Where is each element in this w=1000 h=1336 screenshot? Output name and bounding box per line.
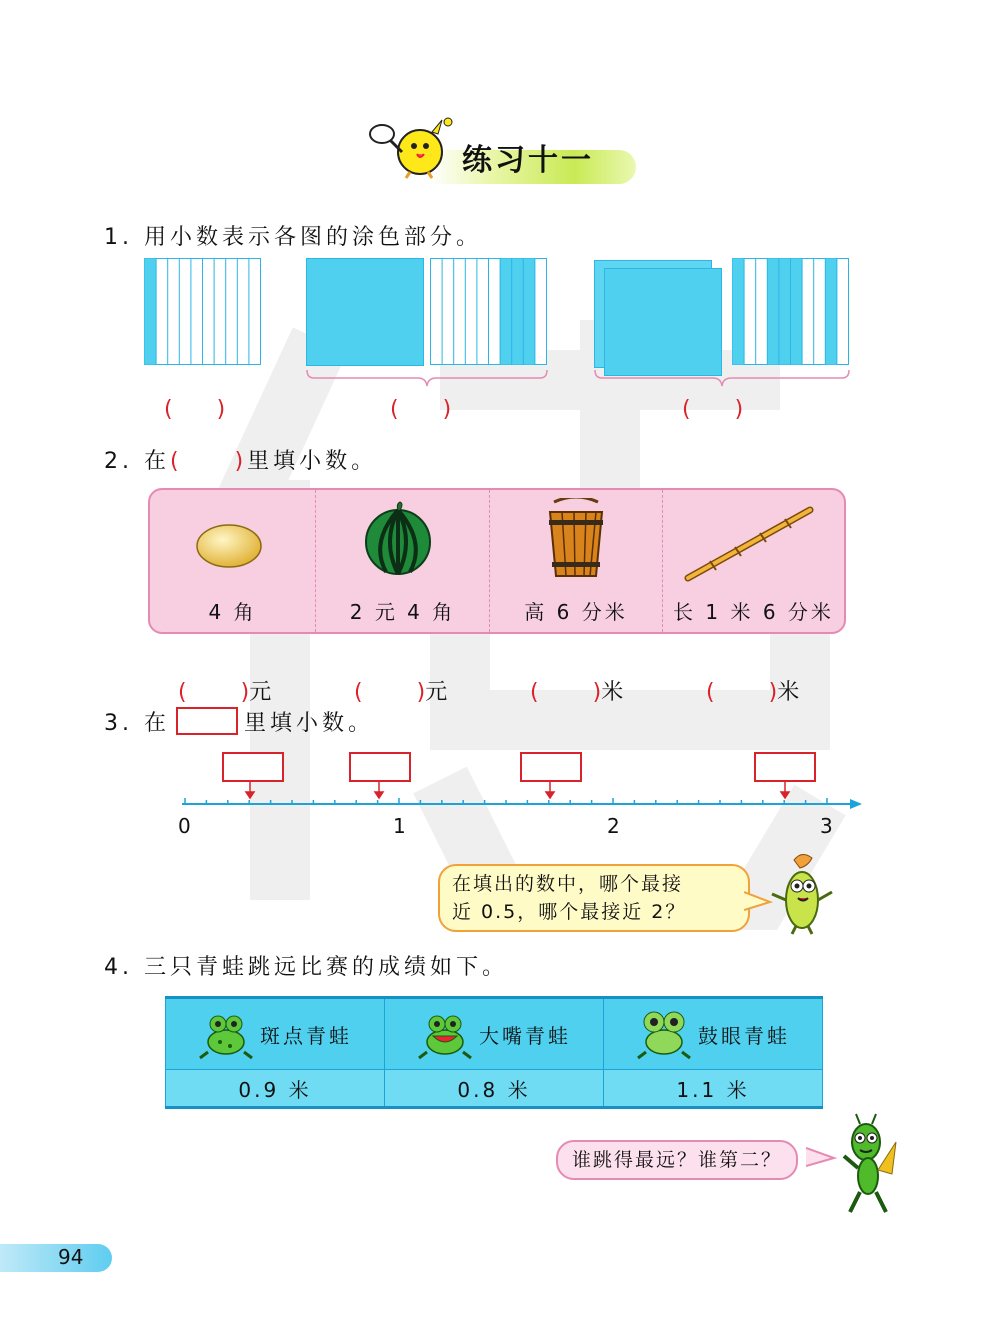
problem-3-heading-suffix: 里填小数。 <box>243 711 374 736</box>
hint-line-1: 在填出的数中，哪个最接 <box>452 873 684 895</box>
frog-result: 0.8 米 <box>385 1070 604 1108</box>
problem-3-heading <box>104 706 374 737</box>
problem-3-heading-prefix: 3. 在 <box>104 711 170 736</box>
tick-label-3: 3 <box>820 814 833 838</box>
caterpillar-character-icon <box>830 1112 906 1222</box>
hint-bubble <box>438 864 750 932</box>
paren-right: ) <box>416 680 426 705</box>
problem-2-heading-suffix: 里填小数。 <box>247 449 378 474</box>
frog-result: 1.1 米 <box>604 1070 823 1108</box>
caption-bamboo: 长 1 米 6 分米 <box>673 600 834 624</box>
page-number-tab <box>0 1244 112 1272</box>
page-title: 练习十一 <box>462 143 594 178</box>
caption-watermelon: 2 元 4 角 <box>349 600 456 624</box>
tick-label-2: 2 <box>607 814 620 838</box>
problem-1-heading: 1. 用小数表示各图的涂色部分。 <box>104 225 482 250</box>
corn-character-icon <box>764 850 840 936</box>
caption-egg: 4 角 <box>208 600 257 624</box>
answer-paren-1[interactable]: ( ) <box>164 397 226 422</box>
problem-2-panel <box>148 488 846 634</box>
paren-left: ( <box>178 680 187 705</box>
page-number: 94 <box>58 1245 84 1269</box>
unit-label: 米 <box>601 680 624 705</box>
question-bubble: 谁跳得最远？谁第二？ <box>556 1140 798 1180</box>
frog-name: 大嘴青蛙 <box>479 1023 571 1048</box>
figure-2-whole-square <box>306 258 424 366</box>
chick-tennis-icon <box>362 112 462 182</box>
problem-2-heading-prefix: 2. 在 <box>104 449 170 474</box>
watermelon-icon <box>360 500 436 576</box>
bamboo-pole-icon <box>680 504 820 584</box>
number-line-box-1[interactable] <box>222 752 284 782</box>
figure-3-square-front <box>604 268 722 376</box>
answer-egg[interactable] <box>164 650 271 706</box>
frog-icon <box>198 1008 254 1060</box>
paren-left: ( <box>530 680 539 705</box>
hint-line-2: 近 0.5，哪个最接近 2？ <box>452 901 687 923</box>
tick-label-1: 1 <box>393 814 406 838</box>
heading-box-icon <box>176 707 238 735</box>
answer-bucket[interactable] <box>516 650 623 706</box>
unit-label: 元 <box>425 680 448 705</box>
frog-icon <box>636 1008 692 1060</box>
answer-paren-3[interactable]: ( ) <box>682 397 744 422</box>
number-line-box-4[interactable] <box>754 752 816 782</box>
egg-icon <box>194 522 264 570</box>
frog-name: 斑点青蛙 <box>260 1023 352 1048</box>
frog-icon <box>417 1008 473 1060</box>
number-line-box-2[interactable] <box>349 752 411 782</box>
problem-2-heading <box>104 444 377 475</box>
bucket-icon <box>544 498 608 580</box>
figure-2-tenths <box>430 258 548 366</box>
paren-right: ) <box>240 680 250 705</box>
tick-label-0: 0 <box>178 814 191 838</box>
figure-1-tenths <box>144 258 262 366</box>
number-line <box>176 780 866 820</box>
frog-results-table <box>165 996 823 1109</box>
answer-bamboo[interactable] <box>692 650 799 706</box>
unit-label: 米 <box>777 680 800 705</box>
problem-4-heading: 4. 三只青蛙跳远比赛的成绩如下。 <box>104 955 508 980</box>
frog-header-cell <box>166 998 385 1070</box>
paren-right: ) <box>768 680 778 705</box>
frog-name: 鼓眼青蛙 <box>698 1023 790 1048</box>
frog-header-cell <box>385 998 604 1070</box>
answer-watermelon[interactable] <box>340 650 447 706</box>
figure-2-brace <box>306 368 548 388</box>
paren-left: ( <box>706 680 715 705</box>
figure-3-brace <box>594 368 850 388</box>
frog-header-cell <box>604 998 823 1070</box>
problem-2-heading-paren: ( ) <box>169 449 248 474</box>
unit-label: 元 <box>249 680 272 705</box>
frog-result: 0.9 米 <box>166 1070 385 1108</box>
figure-3-tenths <box>732 258 850 366</box>
caption-bucket: 高 6 分米 <box>524 600 628 624</box>
number-line-box-3[interactable] <box>520 752 582 782</box>
paren-right: ) <box>592 680 602 705</box>
paren-left: ( <box>354 680 363 705</box>
answer-paren-2[interactable]: ( ) <box>390 397 452 422</box>
